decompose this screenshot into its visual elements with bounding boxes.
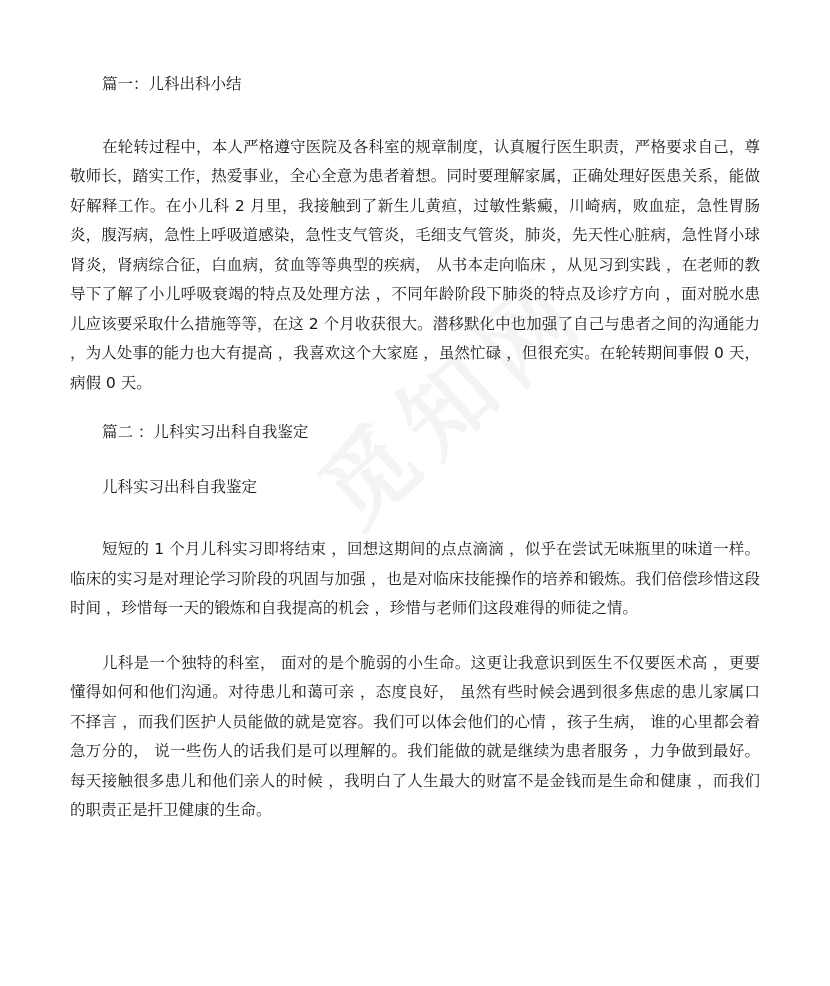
section2-paragraph-1: 短短的 1 个月儿科实习即将结束 ，回想这期间的点点滴滴 ，似乎在尝试无味瓶里的味道一样。临床的实习是对理论学习阶段的巩固与加强 ，也是对临床技能操作的培养和锻炼。我们倍偿珍惜这段时间 ，珍惜每一天的锻炼和自我提高的机会 ，珍惜与老师们这段难得的师徒之情。 [70, 540, 760, 617]
document-body [70, 70, 760, 826]
section1-title: 篇一：儿科出科小结 [102, 75, 242, 93]
section1-paragraph: 在轮转过程中，本人严格遵守医院及各科室的规章制度，认真履行医生职责，严格要求自己，尊敬师长，踏实工作，热爱事业，全心全意为患者着想。同时要理解家属，正确处理好医患关系，能做好解释工作。在小儿科 2 月里，我接触到了新生儿黄疸，过敏性紫癜，川崎病，败血症，急性胃肠炎，腹泻病，急性上呼吸道感染，急性支气管炎，毛细支气管炎，肺炎，先天性心脏病，急性肾小球肾炎，肾病综合征，白血病，贫血等等典型的疾病， 从书本走向临床 ，从见习到实践 ，在老师的教导下了解了小儿呼吸衰竭的特点及处理方法 ，不同年龄阶段下肺炎的特点及诊疗方向 ，面对脱水患儿应该要采取什么措施等等，在这 2 个月收获很大。潜移默化中也加强了自己与患者之间的沟通能力 ，为人处事的能力也大有提高 ，我喜欢这个大家庭 ，虽然忙碌 ，但很充实。在轮转期间事假 0 天，病假 0 天。 [70, 137, 760, 392]
section2-title: 篇二 ：儿科实习出科自我鉴定 [102, 423, 309, 441]
section2-subtitle: 儿科实习出科自我鉴定 [102, 477, 258, 496]
section2-paragraph-2: 儿科是一个独特的科室， 面对的是个脆弱的小生命。这更让我意识到医生不仅要医术高 ，更要懂得如何和他们沟通。对待患儿和蔼可亲 ，态度良好， 虽然有些时候会遇到很多焦虑的患儿家属口不择言 ，而我们医护人员能做的就是宽容。我们可以体会他们的心情 ，孩子生病， 谁的心里都会着急万分的， 说一些伤人的话我们是可以理解的。我们能做的就是继续为患者服务 ，力争做到最好。 每天接触很多患儿和他们亲人的时候 ，我明白了人生最大的财富不是金钱而是生命和健康 ，而我们的职责正是扞卫健康的生命。 [70, 653, 760, 819]
